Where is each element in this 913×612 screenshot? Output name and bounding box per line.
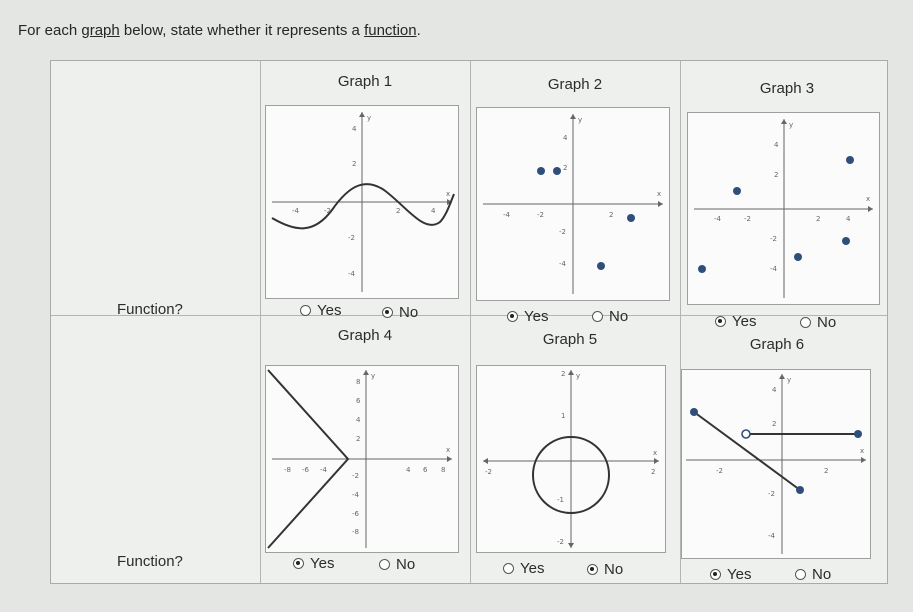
graph-6-no-label: No — [812, 566, 832, 583]
g4-xtick-3: -4 — [320, 466, 327, 474]
graph-1-yes-radio[interactable] — [300, 305, 311, 316]
g6-segment-2-end — [854, 430, 862, 438]
g4-xtick-4: 4 — [406, 466, 411, 474]
g4-y-letter: y — [371, 372, 376, 380]
graph-2-yes-label: Yes — [524, 308, 549, 325]
g6-y-letter: y — [787, 376, 792, 384]
function-label-row-1: Function? — [117, 301, 183, 318]
g5-ytick-1: 2 — [561, 370, 566, 378]
g1-curve — [272, 184, 454, 228]
graph-1-yes-label: Yes — [317, 302, 342, 319]
g3-y-letter: y — [789, 121, 794, 129]
instr-function-word: function — [364, 22, 417, 39]
g1-y-letter: y — [367, 114, 372, 122]
graph-5-yes-label: Yes — [520, 560, 545, 577]
g3-ytick-2: 2 — [774, 171, 779, 179]
instr-middle: below, state whether it represents a — [119, 22, 365, 39]
graph-6-yes-radio[interactable] — [710, 569, 721, 580]
g3-xtick-2: -2 — [744, 215, 751, 223]
g3-xtick-1: -4 — [714, 215, 721, 223]
g6-segment-2-open-start — [742, 430, 750, 438]
g2-xtick-1: -4 — [503, 211, 510, 219]
g6-segment-1-end — [796, 486, 804, 494]
g4-ytick-7: -6 — [352, 510, 359, 518]
graph-5-title: Graph 5 — [542, 331, 598, 348]
g2-x-letter: x — [657, 190, 662, 198]
graph-3-no-label: No — [817, 314, 837, 331]
g4-ytick-1: 8 — [356, 378, 361, 386]
g3-point-2 — [733, 187, 741, 195]
g5-ytick-3: -1 — [557, 496, 564, 504]
g2-y-letter: y — [578, 116, 583, 124]
g1-ytick-3: -2 — [348, 234, 355, 242]
graph-4-plot — [265, 365, 459, 553]
g2-ytick-4: -4 — [559, 260, 566, 268]
g6-xtick-2: 2 — [824, 467, 829, 475]
g1-xtick-2: -2 — [324, 207, 331, 215]
graph-3-yes-label: Yes — [732, 313, 757, 330]
graph-5-no-radio[interactable] — [587, 564, 598, 575]
g4-ytick-2: 6 — [356, 397, 361, 405]
g5-ytick-4: -2 — [557, 538, 564, 546]
g5-xtick-2: 2 — [651, 468, 656, 476]
g6-ytick-2: 2 — [772, 420, 777, 428]
g1-ytick-2: 2 — [352, 160, 357, 168]
g1-ytick-4: -4 — [348, 270, 355, 278]
g1-xtick-3: 2 — [396, 207, 401, 215]
g4-ytick-4: 2 — [356, 435, 361, 443]
graph-3-no-option[interactable] — [800, 314, 836, 331]
graph-1-yes-option[interactable] — [300, 302, 341, 319]
g2-ytick-3: -2 — [559, 228, 566, 236]
graph-4-no-label: No — [396, 556, 416, 573]
graph-5-yes-option[interactable] — [503, 560, 544, 577]
graph-5-yes-radio[interactable] — [503, 563, 514, 574]
g6-x-letter: x — [860, 447, 865, 455]
graph-5-no-label: No — [604, 561, 624, 578]
g3-point-5 — [698, 265, 706, 273]
g6-segment-1 — [694, 412, 800, 490]
instr-before: For each — [18, 22, 82, 39]
graph-3-yes-option[interactable] — [715, 313, 756, 330]
g4-xtick-2: -6 — [302, 466, 309, 474]
g3-ytick-3: -2 — [770, 235, 777, 243]
graph-4-title: Graph 4 — [337, 327, 393, 344]
g6-ytick-4: -4 — [768, 532, 775, 540]
graph-1-plot — [265, 105, 459, 299]
graph-4-yes-option[interactable] — [293, 555, 334, 572]
g3-xtick-3: 2 — [816, 215, 821, 223]
function-label-row-2: Function? — [117, 553, 183, 570]
g6-ytick-1: 4 — [772, 386, 777, 394]
col-divider-1 — [260, 61, 261, 583]
col-divider-2 — [470, 61, 471, 583]
g3-ytick-1: 4 — [774, 141, 779, 149]
graph-1-no-label: No — [399, 304, 419, 321]
g2-point-4 — [597, 262, 605, 270]
g6-xtick-1: -2 — [716, 467, 723, 475]
graph-4-no-option[interactable] — [379, 556, 415, 573]
g6-ytick-3: -2 — [768, 490, 775, 498]
graph-2-yes-option[interactable] — [507, 308, 548, 325]
graph-2-title: Graph 2 — [547, 76, 603, 93]
g2-ytick-2: 2 — [563, 164, 568, 172]
graph-1-no-option[interactable] — [382, 304, 418, 321]
g3-xtick-4: 4 — [846, 215, 851, 223]
g5-xtick-1: -2 — [485, 468, 492, 476]
graph-1-no-radio[interactable] — [382, 307, 393, 318]
g1-y-arrow — [359, 112, 365, 117]
g5-y-letter: y — [576, 372, 581, 380]
g3-ytick-4: -4 — [770, 265, 777, 273]
graph-3-title: Graph 3 — [759, 80, 815, 97]
g6-segment-1-start — [690, 408, 698, 416]
graph-2-no-option[interactable] — [592, 308, 628, 325]
graph-4-yes-label: Yes — [310, 555, 335, 572]
graph-6-yes-label: Yes — [727, 566, 752, 583]
graph-4-yes-radio[interactable] — [293, 558, 304, 569]
instr-after: . — [416, 22, 421, 39]
g3-point-1 — [846, 156, 854, 164]
graph-1-title: Graph 1 — [337, 73, 393, 90]
g2-ytick-1: 4 — [563, 134, 568, 142]
graph-3-plot — [687, 112, 880, 305]
graph-6-no-option[interactable] — [795, 566, 831, 583]
graph-6-plot — [681, 369, 871, 559]
graph-5-plot — [476, 365, 666, 553]
graph-6-yes-option[interactable] — [710, 566, 751, 583]
graph-4-no-radio[interactable] — [379, 559, 390, 570]
graph-3-no-radio[interactable] — [800, 317, 811, 328]
g4-ytick-5: -2 — [352, 472, 359, 480]
g4-xtick-5: 6 — [423, 466, 428, 474]
graph-5-no-option[interactable] — [587, 561, 623, 578]
g2-point-1 — [537, 167, 545, 175]
graph-2-yes-radio[interactable] — [507, 311, 518, 322]
graph-2-no-radio[interactable] — [592, 311, 603, 322]
g4-ytick-8: -8 — [352, 528, 359, 536]
g3-point-3 — [842, 237, 850, 245]
g1-xtick-4: 4 — [431, 207, 436, 215]
graph-table — [50, 60, 888, 584]
g1-ytick-1: 4 — [352, 125, 357, 133]
graph-3-yes-radio[interactable] — [715, 316, 726, 327]
g4-x-letter: x — [446, 446, 451, 454]
g4-ytick-6: -4 — [352, 491, 359, 499]
g2-point-3 — [627, 214, 635, 222]
g2-point-2 — [553, 167, 561, 175]
g1-xtick-1: -4 — [292, 207, 299, 215]
graph-6-no-radio[interactable] — [795, 569, 806, 580]
graph-6-title: Graph 6 — [749, 336, 805, 353]
graph-2-plot — [476, 107, 670, 301]
g4-xtick-1: -8 — [284, 466, 291, 474]
g2-xtick-3: 2 — [609, 211, 614, 219]
instructions — [18, 22, 421, 39]
g4-ytick-3: 4 — [356, 416, 361, 424]
instr-graph-word: graph — [81, 22, 120, 39]
g5-x-letter: x — [653, 449, 658, 457]
graph-2-no-label: No — [609, 308, 629, 325]
g3-x-letter: x — [866, 195, 871, 203]
g4-xtick-6: 8 — [441, 466, 446, 474]
g1-x-letter: x — [446, 190, 451, 198]
g3-point-4 — [794, 253, 802, 261]
g2-xtick-2: -2 — [537, 211, 544, 219]
g5-ytick-2: 1 — [561, 412, 566, 420]
